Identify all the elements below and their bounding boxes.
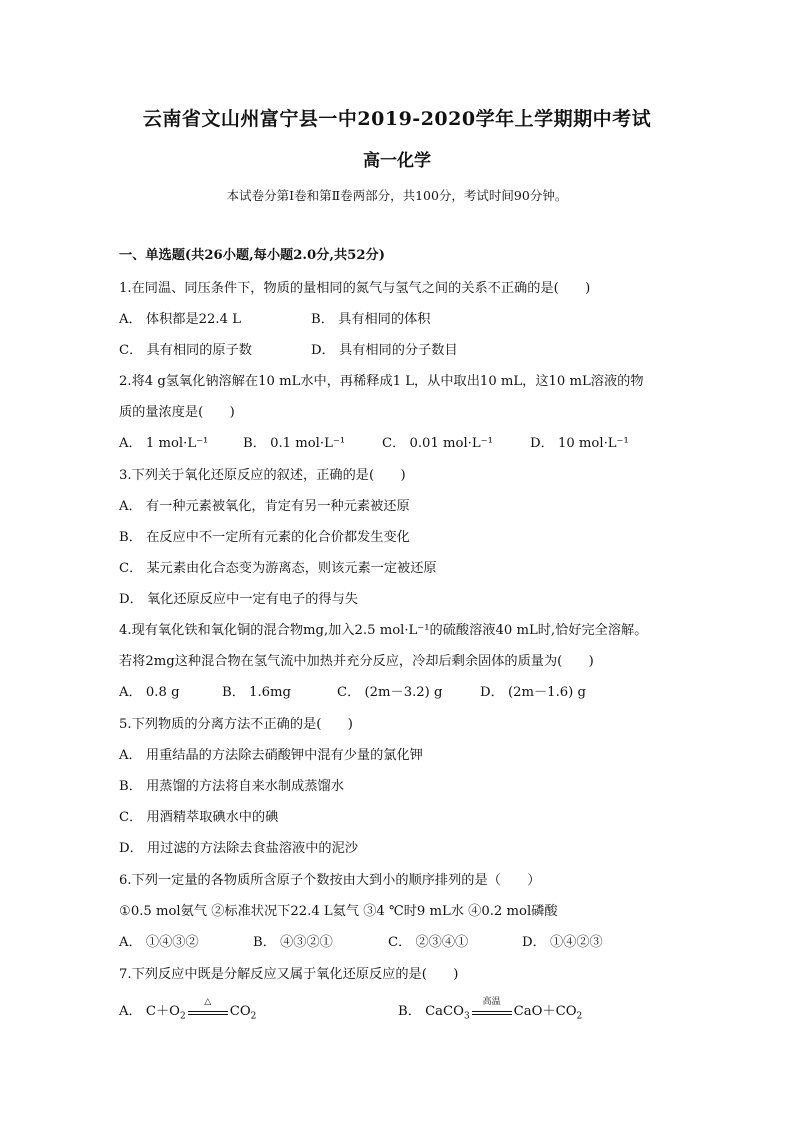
question-5-option-b: B． 用蒸馏的方法将自来水制成蒸馏水 [119, 779, 344, 794]
question-4-option-d: D． (2m－1.6) g [480, 685, 586, 700]
high-temperature-label: 高温 [482, 997, 501, 1007]
reaction-condition-arrow [472, 997, 512, 1015]
question-5-option-d: D． 用过滤的方法除去食盐溶液中的泥沙 [119, 841, 358, 856]
question-2-stem-line2: 质的量浓度是( ) [119, 405, 235, 420]
question-2-option-d: D． 10 mol·L⁻¹ [530, 436, 629, 451]
question-2-stem-line1: 2.将4 g氢氧化钠溶解在10 mL水中，再稀释成1 L，从中取出10 mL，这10 mL溶液的物 [119, 374, 644, 389]
question-1-option-a: A． 体积都是22.4 L [119, 312, 241, 327]
question-1-option-c: C． 具有相同的原子数 [119, 343, 252, 358]
question-1-option-d: D． 具有相同的分子数目 [311, 343, 458, 358]
section-heading: 一、单选题(共26小题,每小题2.0分,共52分) [119, 248, 385, 263]
option-b-reactant-subscript: 3 [463, 1011, 470, 1022]
question-2-option-a: A． 1 mol·L⁻¹ [119, 436, 209, 451]
question-6-option-d: D． ①④②③ [522, 935, 603, 950]
question-6-option-c: C． ②③④① [388, 935, 469, 950]
question-5-stem: 5.下列物质的分离方法不正确的是( ) [119, 717, 353, 732]
question-6-items: ①0.5 mol氨气 ②标准状况下22.4 L氦气 ③4 ℃时9 mL水 ④0.2 mol磷酸 [119, 904, 558, 919]
question-2-option-b: B． 0.1 mol·L⁻¹ [243, 436, 346, 451]
exam-subject: 高一化学 [363, 151, 431, 171]
question-4-stem-line1: 4.现有氧化铁和氧化铜的混合物mg,加入2.5 mol·L⁻¹的硫酸溶液40 mL时,恰好完全溶解。 [119, 623, 648, 638]
question-7-option-b [398, 997, 583, 1026]
question-2-option-c: C． 0.01 mol·L⁻¹ [382, 436, 493, 451]
question-3-option-a: A． 有一种元素被氧化，肯定有另一种元素被还原 [119, 499, 410, 514]
question-3-option-b: B． 在反应中不一定所有元素的化合价都发生变化 [119, 530, 410, 545]
option-a-reactant-subscript: 2 [180, 1011, 186, 1022]
question-7-option-a [119, 997, 257, 1026]
exam-note: 本试卷分第Ⅰ卷和第Ⅱ卷两部分，共100分，考试时间90分钟。 [226, 188, 568, 203]
option-b-products: CaO＋CO [513, 1004, 577, 1019]
question-5-option-a: A． 用重结晶的方法除去硝酸钾中混有少量的氯化钾 [119, 748, 423, 763]
question-5-option-c: C． 用酒精萃取碘水中的碘 [119, 810, 279, 825]
option-a-reactants: A． C＋O [119, 1004, 180, 1019]
question-6-option-a: A． ①④③② [119, 935, 199, 950]
exam-title: 云南省文山州富宁县一中2019-2020学年上学期期中考试 [142, 108, 652, 130]
question-3-stem: 3.下列关于氧化还原反应的叙述，正确的是( ) [119, 468, 406, 483]
heat-symbol: △ [204, 997, 212, 1007]
reaction-condition-arrow [188, 997, 228, 1015]
option-b-product-subscript: 2 [576, 1011, 583, 1022]
question-4-option-a: A． 0.8 g [119, 685, 180, 700]
option-a-product: CO [229, 1004, 251, 1019]
question-4-option-b: B． 1.6mg [222, 685, 291, 700]
question-4-stem-line2: 若将2mg这种混合物在氢气流中加热并充分反应，冷却后剩余固体的质量为( ) [119, 654, 594, 669]
question-6-option-b: B． ④③②① [253, 935, 333, 950]
option-b-reactant: B． CaCO [398, 1004, 464, 1019]
question-3-option-c: C． 某元素由化合态变为游离态，则该元素一定被还原 [119, 561, 437, 576]
question-1-stem: 1.在同温、同压条件下，物质的量相同的氮气与氢气之间的关系不正确的是( ) [119, 281, 591, 296]
question-1-option-b: B． 具有相同的体积 [311, 312, 431, 327]
question-7-stem: 7.下列反应中既是分解反应又属于氧化还原反应的是( ) [119, 967, 459, 982]
question-4-option-c: C． (2m－3.2) g [337, 685, 443, 700]
question-6-stem: 6.下列一定量的各物质所含原子个数按由大到小的顺序排列的是（ ） [119, 873, 541, 888]
question-3-option-d: D． 氧化还原反应中一定有电子的得与失 [119, 592, 358, 607]
option-a-product-subscript: 2 [250, 1011, 257, 1022]
